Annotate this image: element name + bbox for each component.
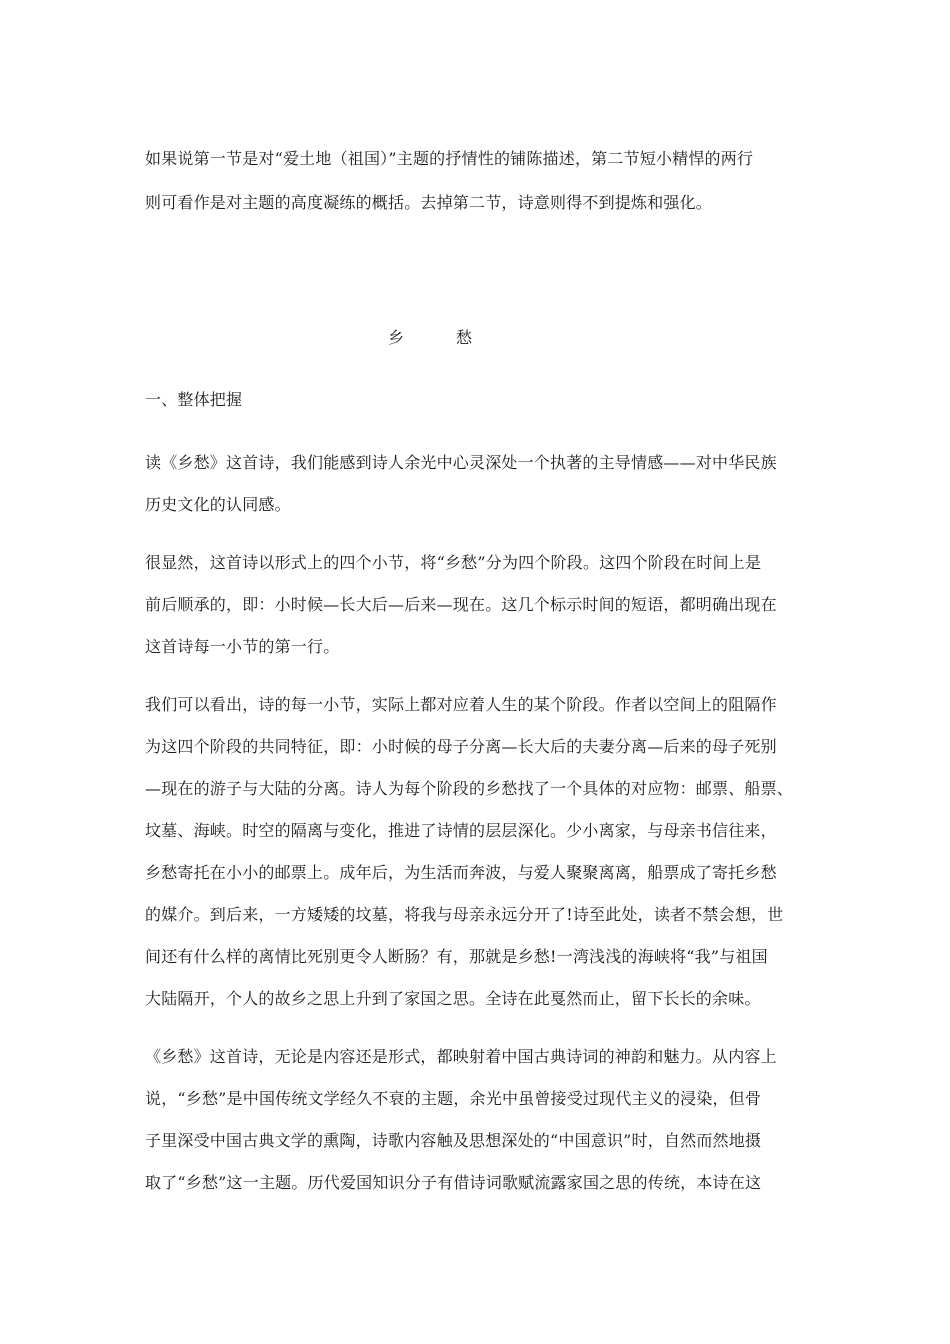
- paragraph-4-line-3: 子里深受中国古典文学的熏陶，诗歌内容触及思想深处的“中国意识”时，自然而然地摄: [145, 1131, 762, 1150]
- paragraph-3-line-3: —现在的游子与大陆的分离。诗人为每个阶段的乡愁找了一个具体的对应物：邮票、船票、: [145, 779, 794, 798]
- paragraph-4-line-1: 《乡愁》这首诗，无论是内容还是形式，都映射着中国古典诗词的神韵和魅力。从内容上: [145, 1047, 777, 1066]
- paragraph-2-line-1: 很显然，这首诗以形式上的四个小节，将“乡愁”分为四个阶段。这四个阶段在时间上是: [145, 553, 762, 572]
- paragraph-4-line-2: 说，“乡愁”是中国传统文学经久不衰的主题，余光中虽曾接受过现代主义的浸染，但骨: [145, 1089, 762, 1108]
- paragraph-3-line-4: 坟墓、海峡。时空的隔离与变化，推进了诗情的层层深化。少小离家，与母亲书信往来，: [145, 821, 777, 840]
- poem-title: 乡 愁: [388, 328, 491, 347]
- paragraph-1-line-1: 读《乡愁》这首诗，我们能感到诗人余光中心灵深处一个执著的主导情感——对中华民族: [145, 453, 777, 472]
- paragraph-3-line-2: 为这四个阶段的共同特征，即：小时候的母子分离—长大后的夫妻分离—后来的母子死别: [145, 737, 777, 756]
- paragraph-3-line-7: 间还有什么样的离情比死别更令人断肠？有，那就是乡愁!一湾浅浅的海峡将“我”与祖国: [145, 947, 768, 966]
- paragraph-3-line-1: 我们可以看出，诗的每一小节，实际上都对应着人生的某个阶段。作者以空间上的阻隔作: [145, 695, 777, 714]
- intro-line-1: 如果说第一节是对“爱土地（祖国）”主题的抒情性的铺陈描述，第二节短小精悍的两行: [145, 149, 754, 168]
- paragraph-1-line-2: 历史文化的认同感。: [145, 495, 291, 514]
- paragraph-3-line-5: 乡愁寄托在小小的邮票上。成年后，为生活而奔波，与爱人聚聚离离，船票成了寄托乡愁: [145, 863, 777, 882]
- paragraph-2-line-3: 这首诗每一小节的第一行。: [145, 637, 340, 656]
- intro-line-2: 则可看作是对主题的高度凝练的概括。去掉第二节，诗意则得不到提炼和强化。: [145, 193, 713, 212]
- paragraph-3-line-8: 大陆隔开，个人的故乡之思上升到了家国之思。全诗在此戛然而止，留下长长的余味。: [145, 989, 761, 1008]
- paragraph-3-line-6: 的媒介。到后来，一方矮矮的坟墓，将我与母亲永远分开了!诗至此处，读者不禁会想，世: [145, 905, 784, 924]
- section-heading: 一、整体把握: [145, 390, 243, 409]
- paragraph-2-line-2: 前后顺承的，即：小时候—长大后—后来—现在。这几个标示时间的短语，都明确出现在: [145, 595, 777, 614]
- paragraph-4-line-4: 取了“乡愁”这一主题。历代爱国知识分子有借诗词歌赋流露家国之思的传统，本诗在这: [145, 1173, 762, 1192]
